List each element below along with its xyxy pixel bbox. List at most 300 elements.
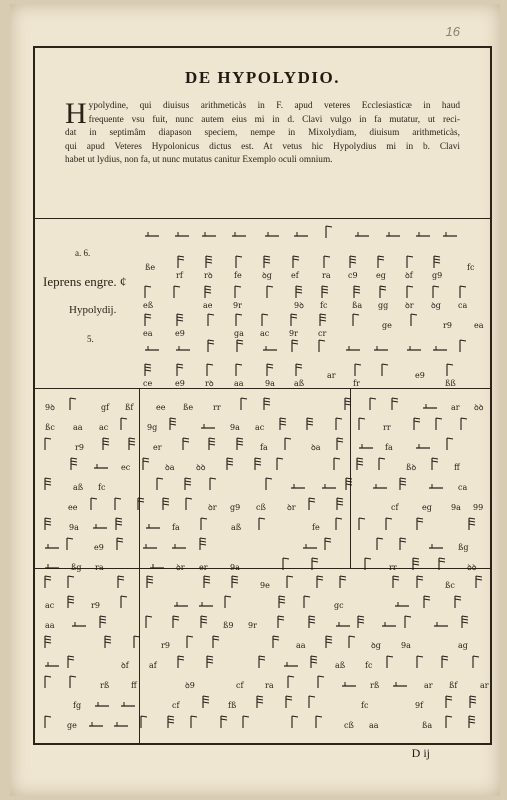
rhythm-flag-glyph <box>286 696 292 708</box>
rhythm-flag-glyph <box>316 716 322 728</box>
rhythm-flag-glyph <box>365 558 371 570</box>
rhythm-flag-glyph <box>337 498 343 510</box>
rhythm-flag-glyph <box>293 256 299 268</box>
rhythm-flag-glyph <box>320 314 326 326</box>
fret-letter-glyph: ac <box>45 601 55 610</box>
fret-letter-glyph: cr <box>318 329 327 338</box>
fret-letter-glyph: ꝺg <box>431 301 441 310</box>
rhythm-flag-glyph <box>446 716 452 728</box>
rhythm-flag-glyph <box>187 636 193 648</box>
rhythm-flag-glyph <box>279 596 285 608</box>
fret-letter-glyph: ꝺa <box>165 463 175 472</box>
fret-letter-glyph: ꝺr <box>208 503 217 512</box>
rhythm-flag-glyph <box>469 518 475 530</box>
fret-letter-glyph: aa <box>73 423 83 432</box>
rhythm-flag-glyph <box>460 340 466 352</box>
fret-letter-glyph: 9a <box>69 523 79 532</box>
fret-letter-glyph: 9a <box>265 379 275 388</box>
fret-letter-glyph: fc <box>467 263 475 272</box>
voice-label-5: 5. <box>87 334 94 344</box>
fret-letter-glyph: fe <box>234 271 242 280</box>
fret-letter-glyph: e9 <box>175 329 185 338</box>
rhythm-flag-glyph <box>145 314 151 326</box>
rhythm-flag-glyph <box>340 576 346 588</box>
fret-letter-glyph: ꝺa <box>311 443 321 452</box>
fret-letter-glyph: fc <box>320 301 328 310</box>
rhythm-flag-glyph <box>207 364 213 376</box>
rhythm-flag-glyph <box>354 286 360 298</box>
rhythm-flag-glyph <box>67 538 73 550</box>
rhythm-flag-glyph <box>387 656 393 668</box>
rhythm-flag-glyph <box>358 616 364 628</box>
rhythm-flag-glyph <box>407 286 413 298</box>
fret-letter-glyph: er <box>199 563 208 572</box>
rhythm-flag-glyph <box>353 314 359 326</box>
rhythm-flag-glyph <box>145 364 151 376</box>
rhythm-flag-glyph <box>304 596 310 608</box>
rhythm-flag-glyph <box>309 696 315 708</box>
text-line: habet ut lydius, non fa, ut nunc mutatus canitur Exemplo oculi omnium. <box>65 155 333 166</box>
rhythm-flag-glyph <box>462 616 468 628</box>
rhythm-flag-glyph <box>346 478 352 490</box>
rhythm-flag-glyph <box>177 364 183 376</box>
fret-letter-glyph: rꝺ <box>204 271 213 280</box>
fret-letter-glyph: 9a <box>401 641 411 650</box>
fret-letter-glyph: fc <box>365 661 373 670</box>
rhythm-flag-glyph <box>163 498 169 510</box>
rhythm-flag-glyph <box>417 576 423 588</box>
fret-letter-glyph: ßa <box>352 301 363 310</box>
rhythm-flag-glyph <box>380 286 386 298</box>
fret-letter-glyph: ꝺr <box>176 563 185 572</box>
rhythm-flag-glyph <box>157 478 163 490</box>
rhythm-flag-glyph <box>405 616 411 628</box>
rhythm-flag-glyph <box>206 256 212 268</box>
rhythm-flag-glyph <box>267 286 273 298</box>
fret-letter-glyph: ßf <box>125 403 134 412</box>
fret-letter-glyph: 9r <box>289 329 298 338</box>
fret-letter-glyph: 9a <box>230 423 240 432</box>
rhythm-flag-glyph <box>288 676 294 688</box>
voice-label-hypolydij: Hypolydij. <box>69 304 117 316</box>
rhythm-flag-glyph <box>264 398 270 410</box>
fret-letter-glyph: e9 <box>94 543 104 552</box>
fret-letter-glyph: g9 <box>432 271 443 280</box>
fret-letter-glyph: fc <box>98 483 106 492</box>
rhythm-flag-glyph <box>100 616 106 628</box>
fret-letter-glyph: ga <box>234 329 244 338</box>
rhythm-flag-glyph <box>115 498 121 510</box>
rhythm-flag-glyph <box>442 656 448 668</box>
rhythm-flag-glyph <box>287 576 293 588</box>
rhythm-flag-glyph <box>147 576 153 588</box>
fret-letter-glyph: 99 <box>473 503 484 512</box>
fret-letter-glyph: fe <box>312 523 320 532</box>
fret-letter-glyph: ꝺg <box>371 641 381 650</box>
rhythm-flag-glyph <box>337 438 343 450</box>
fret-letter-glyph: ꝺr <box>287 503 296 512</box>
fret-letter-glyph: rß <box>100 681 110 690</box>
rhythm-flag-glyph <box>237 340 243 352</box>
fret-letter-glyph: fß <box>228 701 237 710</box>
rhythm-flag-glyph <box>447 438 453 450</box>
fret-letter-glyph: ꝺf <box>405 271 413 280</box>
rhythm-flag-glyph <box>105 636 111 648</box>
fret-letter-glyph: ꝺ9 <box>185 681 195 690</box>
fret-letter-glyph: ar <box>451 403 460 412</box>
rhythm-flag-glyph <box>186 498 192 510</box>
fret-letter-glyph: ar <box>327 371 336 380</box>
fret-letter-glyph: ꝺg <box>262 271 272 280</box>
rhythm-flag-glyph <box>266 478 272 490</box>
text-line: dat in septimâm diapason speciem, nempe in Mixolydiam, diuisum arithmeticàs, <box>65 128 460 139</box>
rhythm-flag-glyph <box>355 364 361 376</box>
rhythm-flag-glyph <box>292 340 298 352</box>
fret-letter-glyph: ge <box>382 321 392 330</box>
rhythm-flag-glyph <box>236 314 242 326</box>
rhythm-flag-glyph <box>277 458 283 470</box>
rhythm-flag-glyph <box>225 596 231 608</box>
fret-letter-glyph: gg <box>378 301 389 310</box>
fret-letter-glyph: ßc <box>45 423 55 432</box>
rhythm-flag-glyph <box>432 458 438 470</box>
rhythm-flag-glyph <box>205 286 211 298</box>
rhythm-flag-glyph <box>70 676 76 688</box>
fret-letter-glyph: fc <box>361 701 369 710</box>
fret-letter-glyph: aa <box>369 721 379 730</box>
fret-letter-glyph: cf <box>391 503 399 512</box>
fret-letter-glyph: ßa <box>422 721 433 730</box>
rhythm-flag-glyph <box>146 616 152 628</box>
rhythm-flag-glyph <box>134 636 140 648</box>
rhythm-flag-glyph <box>439 558 445 570</box>
rhythm-flag-glyph <box>117 538 123 550</box>
rhythm-flag-glyph <box>45 636 51 648</box>
rhythm-flag-glyph <box>209 438 215 450</box>
fret-letter-glyph: ac <box>255 423 265 432</box>
fret-letter-glyph: ßc <box>445 581 455 590</box>
rhythm-flag-glyph <box>236 364 242 376</box>
rhythm-flag-glyph <box>200 538 206 550</box>
rhythm-flag-glyph <box>178 256 184 268</box>
fret-letter-glyph: aß <box>294 379 305 388</box>
rhythm-flag-glyph <box>334 458 340 470</box>
fret-letter-glyph: fr <box>353 379 360 388</box>
rhythm-flag-glyph <box>382 364 388 376</box>
rhythm-flag-glyph <box>434 256 440 268</box>
fret-letter-glyph: ßg <box>458 543 469 552</box>
fret-letter-glyph: ꝺr <box>405 301 414 310</box>
rhythm-flag-glyph <box>411 314 417 326</box>
rhythm-flag-glyph <box>45 478 51 490</box>
rhythm-flag-glyph <box>91 498 97 510</box>
fret-letter-glyph: ec <box>121 463 131 472</box>
rhythm-flag-glyph <box>170 418 176 430</box>
rhythm-flag-glyph <box>379 458 385 470</box>
rhythm-flag-glyph <box>283 558 289 570</box>
rhythm-flag-glyph <box>178 656 184 668</box>
rhythm-flag-glyph <box>446 696 452 708</box>
fret-letter-glyph: cß <box>344 721 354 730</box>
rhythm-flag-glyph <box>296 364 302 376</box>
rhythm-flag-glyph <box>201 518 207 530</box>
fret-letter-glyph: aa <box>296 641 306 650</box>
rhythm-flag-glyph <box>336 518 342 530</box>
rhythm-flag-glyph <box>370 398 376 410</box>
rhythm-flag-glyph <box>45 716 51 728</box>
fret-letter-glyph: ßꝺ <box>406 463 417 472</box>
rhythm-flag-glyph <box>447 364 453 376</box>
rhythm-flag-glyph <box>45 676 51 688</box>
drop-cap: H <box>65 97 87 130</box>
fret-letter-glyph: 9f <box>415 701 424 710</box>
fret-letter-glyph: fg <box>73 701 82 710</box>
rhythm-flag-glyph <box>173 616 179 628</box>
rhythm-flag-glyph <box>460 286 466 298</box>
fret-letter-glyph: ag <box>458 641 468 650</box>
rhythm-flag-glyph <box>210 478 216 490</box>
fret-letter-glyph: ee <box>156 403 166 412</box>
rhythm-flag-glyph <box>345 398 351 410</box>
rhythm-flag-glyph <box>292 716 298 728</box>
rhythm-flag-glyph <box>307 418 313 430</box>
rhythm-flag-glyph <box>68 576 74 588</box>
fret-letter-glyph: 9a <box>451 503 461 512</box>
rhythm-flag-glyph <box>259 656 265 668</box>
rhythm-flag-glyph <box>309 498 315 510</box>
rhythm-flag-glyph <box>103 438 109 450</box>
fret-letter-glyph: ꝺf <box>121 661 129 670</box>
fret-letter-glyph: r9 <box>443 321 452 330</box>
fret-letter-glyph: rf <box>176 271 183 280</box>
fret-letter-glyph: 9a <box>230 563 240 572</box>
fret-letter-glyph: ee <box>68 503 78 512</box>
rhythm-flag-glyph <box>414 418 420 430</box>
rhythm-flag-glyph <box>267 364 273 376</box>
text-line: qui apud Veteres Hypolonicus dictus est. At vetus hic Hypolydius mi in b. Clavi <box>65 141 460 152</box>
fret-letter-glyph: 9e <box>260 581 270 590</box>
rhythm-flag-glyph <box>324 256 330 268</box>
fret-letter-glyph: ac <box>99 423 109 432</box>
folio-number: 16 <box>445 24 460 39</box>
fret-letter-glyph: cf <box>172 701 180 710</box>
fret-letter-glyph: fa <box>172 523 180 532</box>
rhythm-flag-glyph <box>407 256 413 268</box>
rhythm-flag-glyph <box>417 518 423 530</box>
rhythm-flag-glyph <box>319 340 325 352</box>
rhythm-flag-glyph <box>68 596 74 608</box>
fret-letter-glyph: ßß <box>445 379 456 388</box>
voice-label-a6: a. 6. <box>75 248 91 258</box>
rhythm-flag-glyph <box>473 656 479 668</box>
fret-letter-glyph: ge <box>67 721 77 730</box>
rhythm-flag-glyph <box>400 478 406 490</box>
fret-letter-glyph: eg <box>376 271 386 280</box>
fret-letter-glyph: ra <box>322 271 331 280</box>
rhythm-flag-glyph <box>424 596 430 608</box>
voice-label-ieprens: Ieprens engre. ¢ <box>43 274 127 289</box>
rhythm-flag-glyph <box>413 558 419 570</box>
rhythm-flag-glyph <box>232 576 238 588</box>
fret-letter-glyph: ßf <box>449 681 458 690</box>
fret-letter-glyph: cf <box>236 681 244 690</box>
rhythm-flag-glyph <box>129 438 135 450</box>
rhythm-flag-glyph <box>378 256 384 268</box>
fret-letter-glyph: ꝺꝺ <box>467 563 477 572</box>
fret-letter-glyph: ff <box>454 463 460 472</box>
rhythm-flag-glyph <box>257 696 263 708</box>
fret-letter-glyph: ea <box>474 321 484 330</box>
rhythm-flag-glyph <box>177 314 183 326</box>
rhythm-flag-glyph <box>461 418 467 430</box>
text-line: ypolydine, qui diuisus arithmeticàs in F. apud veteres Ecclesiasticæ in haud <box>88 101 460 111</box>
rhythm-flag-glyph <box>221 716 227 728</box>
fret-letter-glyph: eß <box>143 301 154 310</box>
rhythm-flag-glyph <box>322 286 328 298</box>
page-frame <box>33 46 492 745</box>
rhythm-flag-glyph <box>145 286 151 298</box>
rhythm-flag-glyph <box>237 438 243 450</box>
fret-letter-glyph: fa <box>385 443 393 452</box>
rhythm-flag-glyph <box>296 286 302 298</box>
fret-letter-glyph: er <box>153 443 162 452</box>
rhythm-flag-glyph <box>311 656 317 668</box>
rhythm-flag-glyph <box>317 576 323 588</box>
rhythm-flag-glyph <box>255 458 261 470</box>
rhythm-flag-glyph <box>185 478 191 490</box>
rhythm-flag-glyph <box>278 616 284 628</box>
rhythm-flag-glyph <box>393 576 399 588</box>
fret-letter-glyph: ßg <box>71 563 82 572</box>
fret-letter-glyph: g9 <box>230 503 241 512</box>
rhythm-flag-glyph <box>309 616 315 628</box>
fret-letter-glyph: ra <box>265 681 274 690</box>
rhythm-flag-glyph <box>264 256 270 268</box>
signature-mark: D ij <box>411 746 430 760</box>
fret-letter-glyph: e9 <box>415 371 425 380</box>
rhythm-flag-glyph <box>326 636 332 648</box>
rhythm-flag-glyph <box>312 558 318 570</box>
rhythm-flag-glyph <box>476 576 482 588</box>
rhythm-flag-glyph <box>291 314 297 326</box>
fret-letter-glyph: ß9 <box>223 621 234 630</box>
rhythm-flag-glyph <box>213 636 219 648</box>
fret-letter-glyph: e9 <box>175 379 185 388</box>
fret-letter-glyph: ꝺꝺ <box>196 463 206 472</box>
fret-letter-glyph: r9 <box>91 601 100 610</box>
rhythm-flag-glyph <box>392 398 398 410</box>
fret-letter-glyph: af <box>149 661 157 670</box>
rhythm-flag-glyph <box>273 636 279 648</box>
fret-letter-glyph: r9 <box>75 443 84 452</box>
rhythm-flag-glyph <box>208 340 214 352</box>
rhythm-flag-glyph <box>359 518 365 530</box>
rhythm-flag-glyph <box>174 286 180 298</box>
fret-letter-glyph: rß <box>370 681 380 690</box>
rhythm-flag-glyph <box>45 576 51 588</box>
rhythm-flag-glyph <box>45 518 51 530</box>
page-title: DE HYPOLYDIO. <box>185 68 340 87</box>
rhythm-flag-glyph <box>45 438 51 450</box>
fret-letter-glyph: rr <box>383 423 391 432</box>
rhythm-flag-glyph <box>201 616 207 628</box>
rhythm-flag-glyph <box>318 676 324 688</box>
rhythm-flag-glyph <box>241 398 247 410</box>
rhythm-flag-glyph <box>469 716 475 728</box>
rhythm-flag-glyph <box>357 458 363 470</box>
rhythm-flag-glyph <box>280 418 286 430</box>
fret-letter-glyph: ꝺꝺ <box>474 403 484 412</box>
fret-letter-glyph: ca <box>458 483 468 492</box>
fret-letter-glyph: 9ꝺ <box>45 403 55 412</box>
fret-letter-glyph: fa <box>260 443 268 452</box>
rhythm-flag-glyph <box>121 418 127 430</box>
fret-letter-glyph: ße <box>183 403 194 412</box>
rhythm-flag-glyph <box>326 226 332 238</box>
rhythm-flag-glyph <box>208 314 214 326</box>
rhythm-flag-glyph <box>436 418 442 430</box>
rhythm-flag-glyph <box>377 538 383 550</box>
fret-letter-glyph: cß <box>256 503 266 512</box>
rhythm-flag-glyph <box>285 438 291 450</box>
fret-letter-glyph: 9r <box>248 621 257 630</box>
rhythm-flag-glyph <box>433 286 439 298</box>
rhythm-flag-glyph <box>68 656 74 668</box>
fret-letter-glyph: ca <box>458 301 468 310</box>
rhythm-flag-glyph <box>243 716 249 728</box>
rhythm-flag-glyph <box>336 418 342 430</box>
fret-letter-glyph: r9 <box>161 641 170 650</box>
fret-letter-glyph: 9r <box>233 301 242 310</box>
rhythm-flag-glyph <box>168 716 174 728</box>
fret-letter-glyph: ac <box>260 329 270 338</box>
fret-letter-glyph: gc <box>334 601 344 610</box>
rhythm-flag-glyph <box>235 286 241 298</box>
rhythm-flag-glyph <box>71 458 77 470</box>
rhythm-flag-glyph <box>183 438 189 450</box>
rhythm-flag-glyph <box>207 656 213 668</box>
rhythm-flag-glyph <box>141 716 147 728</box>
fret-letter-glyph: ef <box>291 271 299 280</box>
fret-letter-glyph: aa <box>234 379 244 388</box>
fret-letter-glyph: aß <box>231 523 242 532</box>
rhythm-flag-glyph <box>138 498 144 510</box>
fret-letter-glyph: ea <box>143 329 153 338</box>
fret-letter-glyph: rr <box>213 403 221 412</box>
fret-letter-glyph: rꝺ <box>205 379 214 388</box>
book-page <box>10 4 500 796</box>
rhythm-flag-glyph <box>455 596 461 608</box>
lute-tablature <box>35 48 490 743</box>
rhythm-flag-glyph <box>236 256 242 268</box>
rhythm-flag-glyph <box>350 256 356 268</box>
rhythm-flag-glyph <box>400 538 406 550</box>
fret-letter-glyph: eg <box>422 503 432 512</box>
fret-letter-glyph: ße <box>145 263 156 272</box>
fret-letter-glyph: aa <box>45 621 55 630</box>
rhythm-flag-glyph <box>359 418 365 430</box>
fret-letter-glyph: rr <box>389 563 397 572</box>
fret-letter-glyph: 9ꝺ <box>294 301 304 310</box>
fret-letter-glyph: ar <box>424 681 433 690</box>
rhythm-flag-glyph <box>227 458 233 470</box>
fret-letter-glyph: ff <box>131 681 137 690</box>
rhythm-flag-glyph <box>204 576 210 588</box>
fret-letter-glyph: ra <box>95 563 104 572</box>
rhythm-flag-glyph <box>143 458 149 470</box>
rhythm-flag-glyph <box>325 538 331 550</box>
rhythm-flag-glyph <box>417 656 423 668</box>
